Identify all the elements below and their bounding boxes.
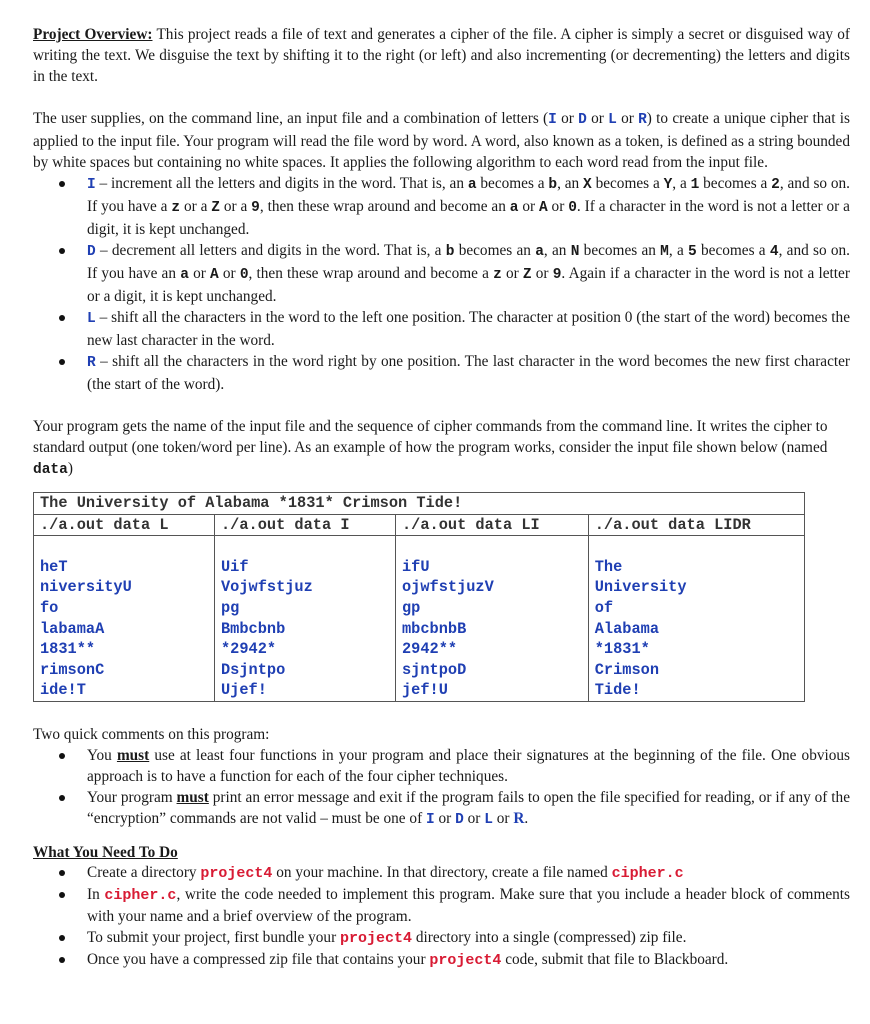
command-desc-text: , a [668, 242, 689, 259]
todo-text: , write the code needed to implement this program. Make sure that you include a header block of comments with your name and a brief overview of the program. [87, 885, 850, 925]
output-token: University [594, 578, 687, 597]
comment-item [87, 787, 850, 831]
comment-item [87, 745, 850, 787]
command-text: ./a.out data L [40, 515, 169, 534]
command-desc-text: , and so on. If you have an [87, 242, 851, 282]
code-char: Z [522, 267, 532, 283]
or-text: or [586, 110, 609, 127]
output-token: Ujef! [221, 681, 267, 700]
cmd-l: L [608, 112, 617, 128]
command-item-i [87, 173, 850, 240]
code-char: 9 [251, 200, 260, 216]
input-line-cell [34, 493, 805, 515]
output-token: Crimson [594, 660, 660, 679]
code-char: 2 [771, 177, 780, 193]
intro-paragraph [33, 108, 850, 173]
dir-name: project4 [200, 864, 273, 882]
command-desc-text: – shift all the characters in the word right by one position. The last character in the word becomes the new first character (the start of the word). [87, 353, 850, 393]
cmd-l: L [484, 811, 493, 828]
output-token: Vojwfstjuz [221, 578, 313, 597]
output-token: heT [40, 557, 68, 576]
todo-text: Once you have a compressed zip file that contains your [87, 950, 430, 968]
output-token: fo [40, 598, 59, 617]
code-char: 0 [239, 267, 249, 283]
command-desc-text: , an [543, 242, 571, 259]
overview-text: This project reads a file of text and generates a cipher of the file. A cipher is simply a secret or disguised way of writing the text. We disguise the text by shifting it to the right (or left) and also incrementing (or decrementing) the letters and digits in the text. [33, 26, 850, 85]
command-desc-text: or [218, 265, 240, 282]
comment-text: . [524, 809, 529, 827]
output-token: labamaA [40, 619, 105, 638]
todo-text: directory into a single (compressed) zip file. [412, 928, 687, 946]
todo-text: Create a directory [87, 863, 201, 881]
output-token: jef!U [402, 681, 448, 700]
intro-text-2: ) to create a unique cipher that is applied to the input file. Your program will read the file word by word. A word, also known as a token, is defined as a string bounded by white spaces but containing no white spaces. It applies the following algorithm to each word read from the input file. [33, 110, 850, 171]
output-token: 2942** [402, 640, 458, 659]
command-desc-text: becomes an [454, 242, 536, 259]
code-char: X [583, 177, 592, 193]
command-key: D [87, 244, 96, 260]
cmd-d: D [578, 112, 587, 128]
command-desc-text: , and so on. If you have a [87, 175, 851, 215]
output-token: Bmbcbnb [221, 619, 286, 638]
command-desc-text: or [188, 265, 210, 282]
command-desc-text: . Again if a character in the word is not a letter or a digit, it is kept unchanged. [87, 265, 850, 305]
command-desc-text: – increment all the letters and digits in the word. That is, an [95, 175, 468, 192]
code-char: 1 [690, 177, 700, 193]
code-char: 9 [552, 267, 562, 283]
command-desc-text: or a [180, 198, 212, 215]
command-key: R [87, 355, 96, 371]
output-token: gp [402, 598, 421, 617]
overview-paragraph [33, 24, 850, 87]
output-token: Dsjntpo [221, 660, 286, 679]
command-text: ./a.out data LIDR [594, 515, 751, 534]
command-text: ./a.out data I [221, 515, 350, 534]
output-token: sjntpoD [402, 660, 467, 679]
code-char: a [535, 244, 544, 260]
cmd-i: I [548, 112, 557, 128]
program-text-close: ) [67, 460, 73, 477]
command-desc-text: becomes a [699, 175, 772, 192]
output-token: mbcbnbB [402, 619, 467, 638]
code-char: Y [663, 177, 673, 193]
command-desc-text: – shift all the characters in the word to the left one position. The character at position 0 (the start of the word) becomes the new last character in the word. [87, 309, 850, 349]
code-char: Z [211, 200, 220, 216]
output-row [34, 536, 805, 702]
command-cell [34, 514, 215, 536]
command-desc-text: becomes an [579, 242, 661, 259]
cmd-i: I [425, 811, 435, 828]
code-char: z [171, 200, 181, 216]
command-desc-text: or [501, 265, 523, 282]
or-text: or [434, 809, 456, 827]
output-token: rimsonC [40, 660, 105, 679]
command-desc-text: becomes a [591, 175, 664, 192]
command-desc-text: , a [672, 175, 691, 192]
comments-list [33, 745, 850, 831]
dir-name: project4 [340, 929, 413, 947]
command-cell [215, 514, 396, 536]
command-key: I [87, 177, 96, 193]
output-token: *2942* [221, 640, 277, 659]
command-desc-text: or a [219, 198, 252, 215]
cipher-example-table [33, 492, 805, 702]
file-name: cipher.c [104, 886, 177, 904]
command-desc-text: , then these wrap around and become an [259, 198, 510, 215]
command-desc-text: becomes a [696, 242, 770, 259]
or-text: or [492, 809, 514, 827]
todo-item [87, 927, 850, 949]
code-char: A [210, 267, 219, 283]
output-token: Uif [221, 557, 249, 576]
output-token: The [594, 557, 623, 576]
code-char: b [445, 244, 455, 260]
output-token: of [594, 598, 614, 617]
dir-name: project4 [429, 951, 502, 969]
command-row [34, 514, 805, 536]
output-cell [34, 536, 215, 702]
output-cell [396, 536, 589, 702]
command-desc-text: , an [557, 175, 584, 192]
cmd-d: D [455, 811, 464, 828]
command-desc-text: or [547, 198, 569, 215]
output-token: Alabama [594, 619, 660, 638]
comment-text: Your program [87, 788, 177, 806]
code-char: a [467, 177, 477, 193]
or-text: or [616, 110, 639, 127]
code-char: 4 [769, 244, 779, 260]
file-name: cipher.c [611, 864, 684, 882]
code-char: a [509, 200, 519, 216]
command-list [33, 173, 850, 395]
todo-text: code, submit that file to Blackboard. [501, 950, 729, 968]
must-emphasis: must [176, 788, 209, 806]
command-key: L [87, 311, 96, 327]
program-paragraph [33, 416, 850, 481]
or-text: or [463, 809, 485, 827]
todo-text: To submit your project, first bundle your [87, 928, 340, 946]
code-char: M [660, 244, 669, 260]
output-token: *1831* [594, 640, 650, 659]
command-desc-text: or [518, 198, 539, 215]
command-item-l [87, 307, 850, 351]
command-desc-text: becomes a [476, 175, 549, 192]
program-text: Your program gets the name of the input file and the sequence of cipher commands from the command line. It writes the cipher to standard output (one token/word per line). As an example of how the program works, consider the input file shown below (named [33, 418, 828, 456]
comment-text: print an error message and exit if the program fails to open the file specified for reading, or if any of the “encryption” commands are not valid – must be one of [87, 788, 850, 827]
output-cell [215, 536, 396, 702]
code-char: A [538, 200, 548, 216]
output-token: niversityU [40, 578, 132, 597]
todo-text: In [87, 885, 105, 903]
code-char: N [570, 244, 580, 260]
output-token: Tide! [594, 681, 641, 700]
output-token: ifU [402, 557, 430, 576]
overview-heading: Project Overview: [33, 26, 153, 43]
todo-item [87, 949, 850, 971]
output-token: pg [221, 598, 240, 617]
or-text: or [556, 110, 579, 127]
must-emphasis: must [116, 746, 150, 764]
command-desc-text: – decrement all letters and digits in the word. That is, a [95, 242, 446, 259]
code-char: 0 [568, 200, 577, 216]
comments-intro: Two quick comments on this program: [33, 725, 270, 743]
command-item-d [87, 240, 850, 307]
output-cell [588, 536, 804, 702]
code-char: b [548, 177, 558, 193]
todo-list [33, 862, 850, 971]
todo-item [87, 862, 850, 884]
command-text: ./a.out data LI [402, 515, 540, 534]
cmd-r: R [638, 112, 647, 128]
output-token: ojwfstjuzV [402, 578, 494, 597]
command-cell [396, 514, 589, 536]
output-token: ide!T [40, 681, 86, 700]
code-char: a [180, 267, 189, 283]
command-desc-text: or [531, 265, 553, 282]
intro-text-1: The user supplies, on the command line, an input file and a combination of letters ( [33, 110, 549, 127]
code-char: 5 [688, 244, 697, 260]
command-item-r [87, 351, 850, 395]
command-desc-text: , then these wrap around and become a [248, 265, 494, 282]
output-token: 1831** [40, 640, 96, 659]
comment-text: You [87, 746, 117, 764]
command-cell [588, 514, 804, 536]
todo-text: on your machine. In that directory, create a file named [272, 863, 612, 881]
comment-text: use at least four functions in your program and place their signatures at the beginning of the file. One obvious approach is to have a function for each of the four cipher techniques. [87, 746, 850, 785]
todo-heading: What You Need To Do [33, 843, 178, 861]
code-char: z [493, 267, 502, 283]
input-line: The University of Alabama *1831* Crimson Tide! [40, 494, 463, 512]
command-desc-text: . If a character in the word is not a letter or a digit, it is kept unchanged. [87, 198, 850, 238]
data-filename: data [33, 462, 68, 478]
cmd-r: R [513, 809, 525, 827]
todo-item [87, 884, 850, 927]
